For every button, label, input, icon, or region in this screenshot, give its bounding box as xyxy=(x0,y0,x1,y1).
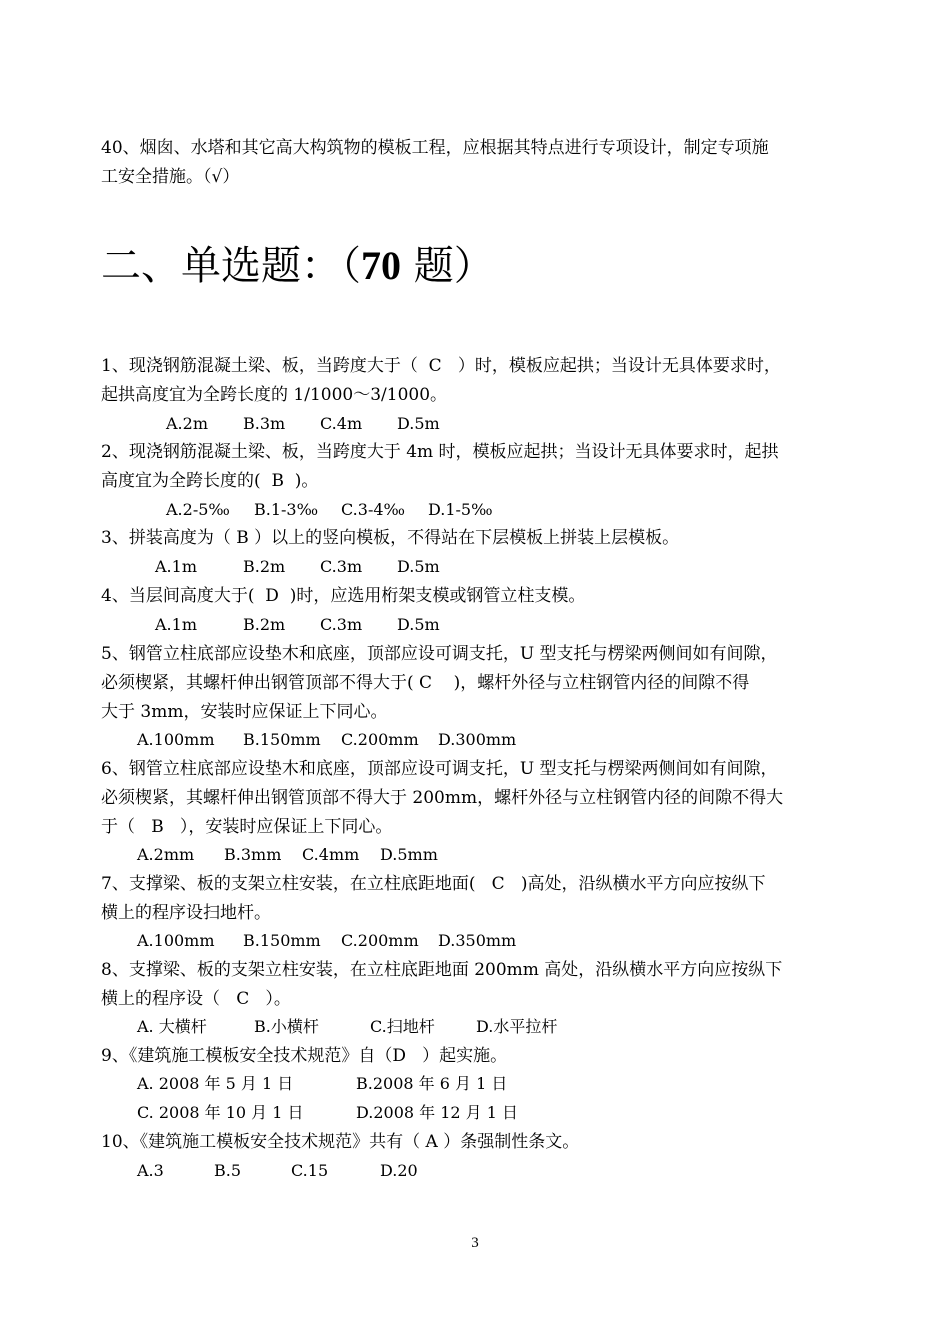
q5-option-d: D.300mm xyxy=(438,730,517,749)
q2-line-2: 高度宜为全跨长度的( B )。 xyxy=(101,471,319,491)
heading-prefix: 二、单选题：（ xyxy=(101,243,361,289)
q5-option-a: A.100mm xyxy=(137,730,215,749)
q9-option-a: A. 2008 年 5 月 1 日 xyxy=(137,1074,294,1093)
page-number: 3 xyxy=(471,1235,479,1251)
q7-option-c: C.200mm xyxy=(341,931,419,950)
q3-option-d: D.5m xyxy=(397,557,440,576)
q8-option-b: B.小横杆 xyxy=(254,1017,319,1036)
section-heading xyxy=(101,240,494,292)
q6-option-c: C.4mm xyxy=(302,845,360,864)
q10-option-d: D.20 xyxy=(380,1161,418,1180)
q8-line-2: 横上的程序设（ C ）。 xyxy=(101,989,291,1009)
q9-line-1: 9、《建筑施工模板安全技术规范》自（D ）起实施。 xyxy=(101,1046,508,1066)
q3-option-a: A.1m xyxy=(155,557,197,576)
q6-option-d: D.5mm xyxy=(380,845,438,864)
q7-option-b: B.150mm xyxy=(243,931,321,950)
q4-line-1: 4、当层间高度大于( D )时，应选用桁架支模或钢管立柱支模。 xyxy=(101,586,586,606)
q1-option-a: A.2m xyxy=(166,414,208,433)
q6-line-3: 于（ B ），安装时应保证上下同心。 xyxy=(101,817,393,837)
heading-suffix: 题） xyxy=(401,243,494,289)
q8-line-1: 8、支撑梁、板的支架立柱安装，在立柱底距地面 200mm 高处，沿纵横水平方向应按纵下 xyxy=(101,960,783,980)
q3-option-b: B.2m xyxy=(243,557,286,576)
q10-line-1: 10、《建筑施工模板安全技术规范》共有（ A ）条强制性条文。 xyxy=(101,1132,580,1152)
q2-line-1: 2、现浇钢筋混凝土梁、板，当跨度大于 4m 时，模板应起拱；当设计无具体要求时，起拱 xyxy=(101,442,779,462)
q2-option-a: A.2-5‰ xyxy=(166,500,230,519)
q40-text-line-1: 40、烟囱、水塔和其它高大构筑物的模板工程，应根据其特点进行专项设计，制定专项施 xyxy=(101,138,769,158)
q2-option-d: D.1-5‰ xyxy=(428,500,493,519)
q9-option-c: C. 2008 年 10 月 1 日 xyxy=(137,1103,304,1122)
q4-option-d: D.5m xyxy=(397,615,440,634)
q6-line-2: 必须楔紧，其螺杆伸出钢管顶部不得大于 200mm，螺杆外径与立柱钢管内径的间隙不得大 xyxy=(101,788,784,808)
q9-option-b: B.2008 年 6 月 1 日 xyxy=(356,1074,508,1093)
q3-option-c: C.3m xyxy=(320,557,363,576)
q7-option-a: A.100mm xyxy=(137,931,215,950)
q2-option-b: B.1-3‰ xyxy=(254,500,319,519)
q10-option-c: C.15 xyxy=(291,1161,329,1180)
q8-option-a: A. 大横杆 xyxy=(137,1017,207,1036)
q2-option-c: C.3-4‰ xyxy=(341,500,405,519)
q10-option-a: A.3 xyxy=(137,1161,164,1180)
q40-text-line-2: 工安全措施。（√） xyxy=(101,167,240,187)
q5-line-1: 5、钢管立柱底部应设垫木和底座，顶部应设可调支托，U 型支托与楞梁两侧间如有间隙， xyxy=(101,644,778,664)
q5-line-3: 大于 3mm，安装时应保证上下同心。 xyxy=(101,702,388,722)
q4-option-a: A.1m xyxy=(155,615,197,634)
q5-option-c: C.200mm xyxy=(341,730,419,749)
q3-line-1: 3、拼装高度为（ B ）以上的竖向模板，不得站在下层模板上拼装上层模板。 xyxy=(101,528,680,548)
q8-option-d: D.水平拉杆 xyxy=(476,1017,558,1036)
q6-option-a: A.2mm xyxy=(137,845,195,864)
q8-option-c: C.扫地杆 xyxy=(370,1017,435,1036)
q1-line-2: 起拱高度宜为全跨长度的 1/1000～3/1000。 xyxy=(101,385,448,405)
q7-line-1: 7、支撑梁、板的支架立柱安装，在立柱底距地面( C )高处，沿纵横水平方向应按纵下 xyxy=(101,874,766,894)
q5-line-2: 必须楔紧，其螺杆伸出钢管顶部不得大于( C )，螺杆外径与立柱钢管内径的间隙不得 xyxy=(101,673,750,693)
q1-option-b: B.3m xyxy=(243,414,286,433)
q9-option-d: D.2008 年 12 月 1 日 xyxy=(356,1103,519,1122)
q4-option-c: C.3m xyxy=(320,615,363,634)
q5-option-b: B.150mm xyxy=(243,730,321,749)
q4-option-b: B.2m xyxy=(243,615,286,634)
heading-count: 70 xyxy=(361,243,401,288)
q6-option-b: B.3mm xyxy=(224,845,282,864)
q1-option-d: D.5m xyxy=(397,414,440,433)
q7-option-d: D.350mm xyxy=(438,931,517,950)
q10-option-b: B.5 xyxy=(214,1161,242,1180)
q6-line-1: 6、钢管立柱底部应设垫木和底座，顶部应设可调支托，U 型支托与楞梁两侧间如有间隙， xyxy=(101,759,778,779)
q1-line-1: 1、现浇钢筋混凝土梁、板，当跨度大于（ C ）时，模板应起拱；当设计无具体要求时， xyxy=(101,356,781,376)
q7-line-2: 横上的程序设扫地杆。 xyxy=(101,903,271,923)
q1-option-c: C.4m xyxy=(320,414,363,433)
